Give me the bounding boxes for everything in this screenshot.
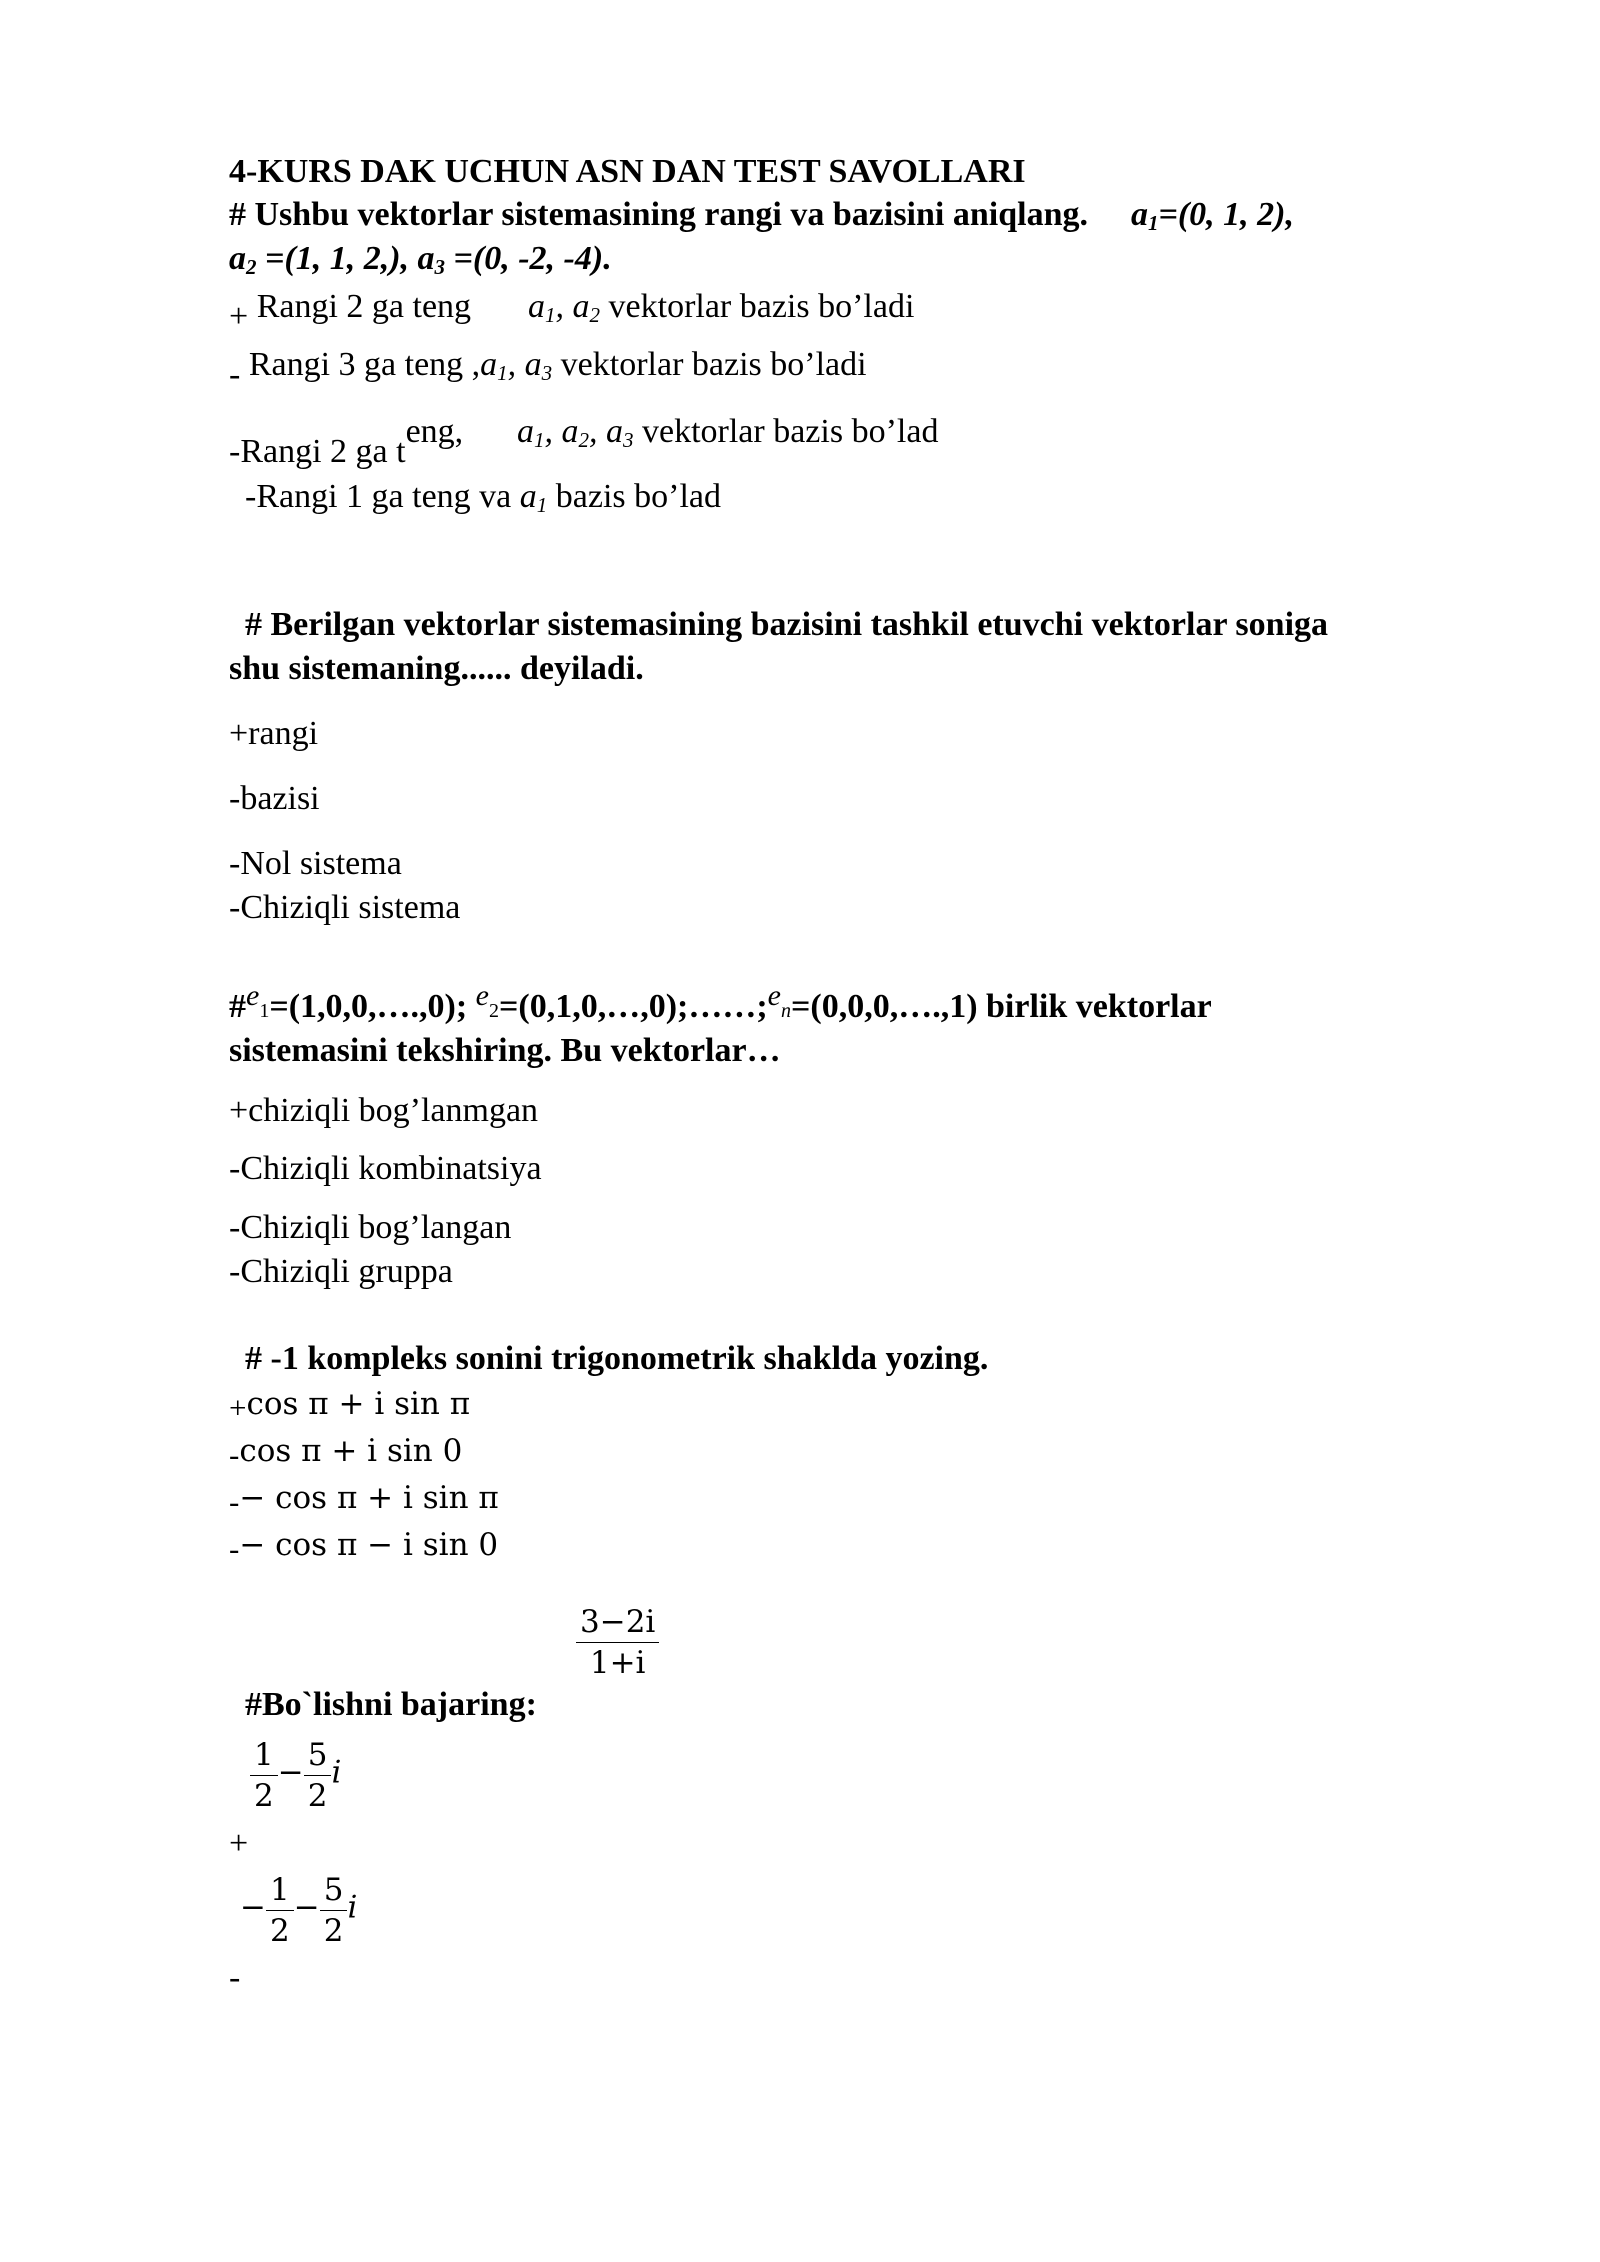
- q3-option-4: -Chiziqli gruppa: [229, 1253, 453, 1290]
- question-1: [229, 193, 1294, 236]
- q1-option-1: + Rangi 2 ga teng $a_1$, $a_2$ vektorlar bazis bo’ladi: [229, 288, 915, 335]
- q1-option-4: -Rangi 1 ga teng va $a_1$ bazis bo’lad: [245, 478, 721, 517]
- q2-option-4: -Chiziqli sistema: [229, 889, 461, 926]
- vector-a1: $a_1=(0$, 1, 2),: [1130, 196, 1295, 235]
- q5-option-1-mark: +: [229, 1825, 249, 1862]
- question-3: #e1=(1,0,0,….,0); e2=(0,1,0,…,0);……;en=(0,0,0,….,1) birlik vektorlar: [229, 979, 1212, 1025]
- question-3-text-2: sistemasini tekshiring. Bu vektorlar…: [229, 1032, 781, 1069]
- question-1-vectors: $a_2 =(1$, 1, 2,), $a_3 =(0$, -2, -4).: [229, 240, 612, 279]
- q2-option-3: -Nol sistema: [229, 845, 402, 882]
- document-title: 4-KURS DAK UCHUN ASN DAN TEST SAVOLLARI: [229, 153, 1026, 190]
- q2-option-1: +rangi: [229, 715, 319, 752]
- q3-option-1: +chiziqli bog’lanmgan: [229, 1092, 539, 1129]
- question-2-text-2: shu sistemaning...... deyiladi.: [229, 650, 644, 687]
- q3-option-3: -Chiziqli bog’langan: [229, 1209, 512, 1246]
- question-5-text: #Bo`lishni bajaring:: [245, 1686, 537, 1723]
- q3-option-2: -Chiziqli kombinatsiya: [229, 1150, 542, 1187]
- q5-option-2-expr: − $\frac{1}{2}$ − $\frac{5}{2}$ i: [240, 1872, 358, 1949]
- q4-option-1: +cos π + i sin π: [229, 1386, 471, 1425]
- q1-option-3: -Rangi 2 ga teng,: [229, 413, 464, 470]
- q5-option-1-expr: $\frac{1}{2}$ − $\frac{5}{2}$ i: [250, 1735, 341, 1816]
- q5-option-2-mark: -: [229, 1959, 241, 1996]
- q1-option-2: - Rangi 3 ga teng $,a_1$, $a_3$ vektorlar bazis bo’ladi: [229, 346, 867, 393]
- question-4-text: # -1 kompleks sonini trigonometrik shaklda yozing.: [245, 1340, 989, 1377]
- q2-option-2: -bazisi: [229, 780, 320, 817]
- q1-option-3-tail: $a_1$, $a_2$, $a_3$ vektorlar bazis bo’lad: [517, 413, 939, 452]
- q5-fraction: $\frac{3-2i}{1+i}$: [576, 1602, 659, 1683]
- question-1-text: # Ushbu vektorlar sistemasining rangi va bazisini aniqlang.: [229, 196, 1088, 233]
- q4-option-3: -− cos π + i sin π: [229, 1480, 499, 1519]
- q4-option-2: -cos π + i sin 0: [229, 1433, 463, 1472]
- question-2-text: # Berilgan vektorlar sistemasining bazisini tashkil etuvchi vektorlar soniga: [245, 606, 1329, 643]
- q4-option-4: -− cos π − i sin 0: [229, 1527, 499, 1566]
